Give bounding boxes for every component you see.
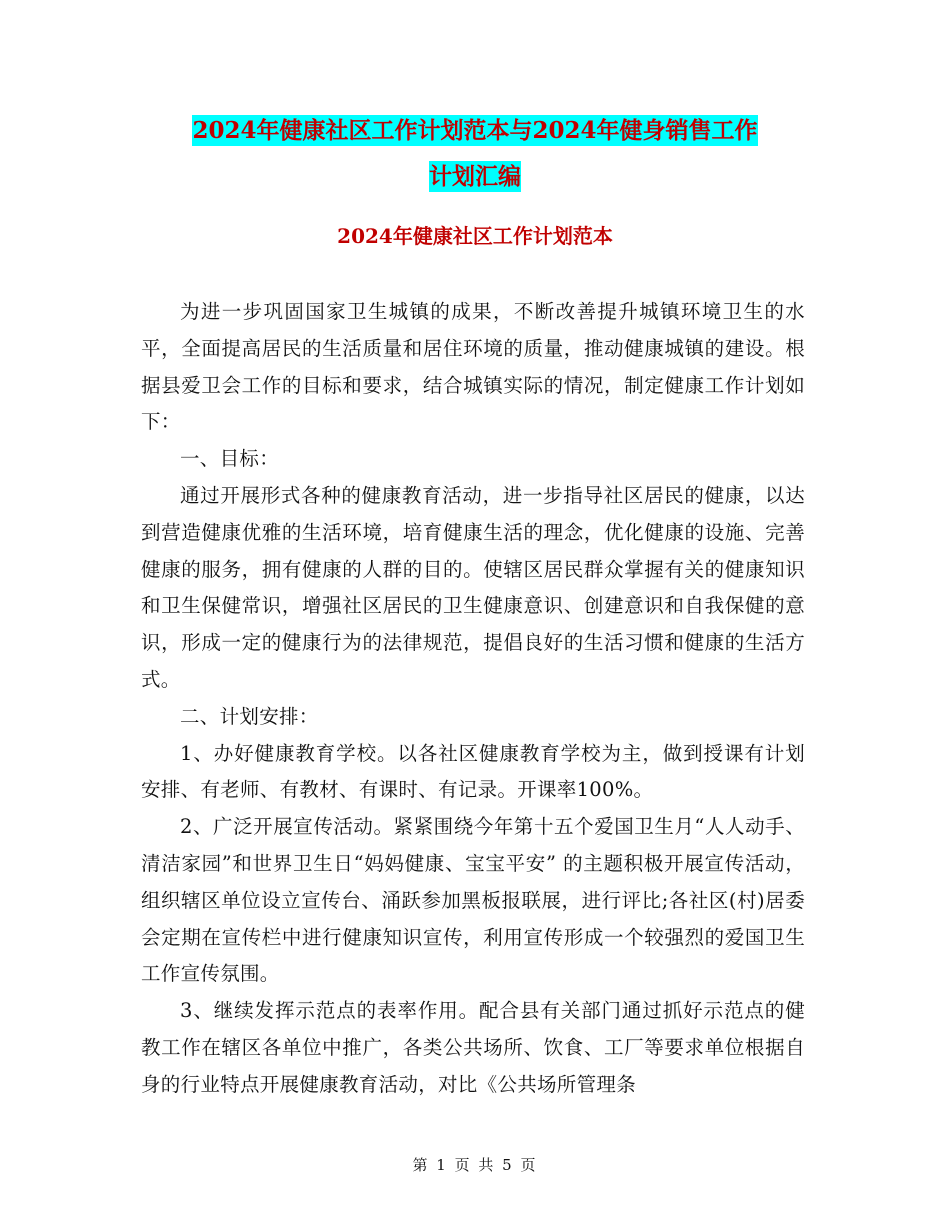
document-title [140,108,810,200]
document-title-line-1: 2024年健康社区工作计划范本与2024年健身销售工作 [192,117,758,144]
document-body [141,294,805,1104]
paragraph: 1、办好健康教育学校。以各社区健康教育学校为主，做到授课有计划安排、有老师、有教材、有课时、有记录。开课率100%。 [141,741,805,802]
paragraph: 通过开展形式各种的健康教育活动，进一步指导社区居民的健康，以达到营造健康优雅的生活环境，培育健康生活的理念，优化健康的设施、完善健康的服务，拥有健康的人群的目的。使辖区居民群众掌握有关的健康知识和卫生保健常识，增强社区居民的卫生健康意识、创建意识和自我保健的意识，形成一定的健康行为的法律规范，提倡良好的生活习惯和健康的生活方式。 [141,483,805,691]
page-footer: 第 1 页 共 5 页 [412,1156,538,1174]
paragraph: 二、计划安排： [180,704,319,728]
paragraph: 2、广泛开展宣传活动。紧紧围绕今年第十五个爱国卫生月“人人动手、清洁家园”和世界卫生日“妈妈健康、宝宝平安” 的主题积极开展宣传活动，组织辖区单位设立宣传台、涌跃参加黑板报联展，进行评比;各社区(村)居委会定期在宣传栏中进行健康知识宣传，利用宣传形成一个较强烈的爱国卫生工作宣传氛围。 [141,815,805,986]
section-title: 2024年健康社区工作计划范本 [337,224,613,248]
document-title-line-2: 计划汇编 [429,163,521,190]
paragraph: 为进一步巩固国家卫生城镇的成果，不断改善提升城镇环境卫生的水平，全面提高居民的生活质量和居住环境的质量，推动健康城镇的建设。根据县爱卫会工作的目标和要求，结合城镇实际的情况，制定健康工作计划如下： [141,300,805,434]
paragraph: 3、继续发挥示范点的表率作用。配合县有关部门通过抓好示范点的健教工作在辖区各单位中推广，各类公共场所、饮食、工厂等要求单位根据自身的行业特点开展健康教育活动，对比《公共场所管理条 [141,999,805,1096]
paragraph: 一、目标： [180,447,280,471]
